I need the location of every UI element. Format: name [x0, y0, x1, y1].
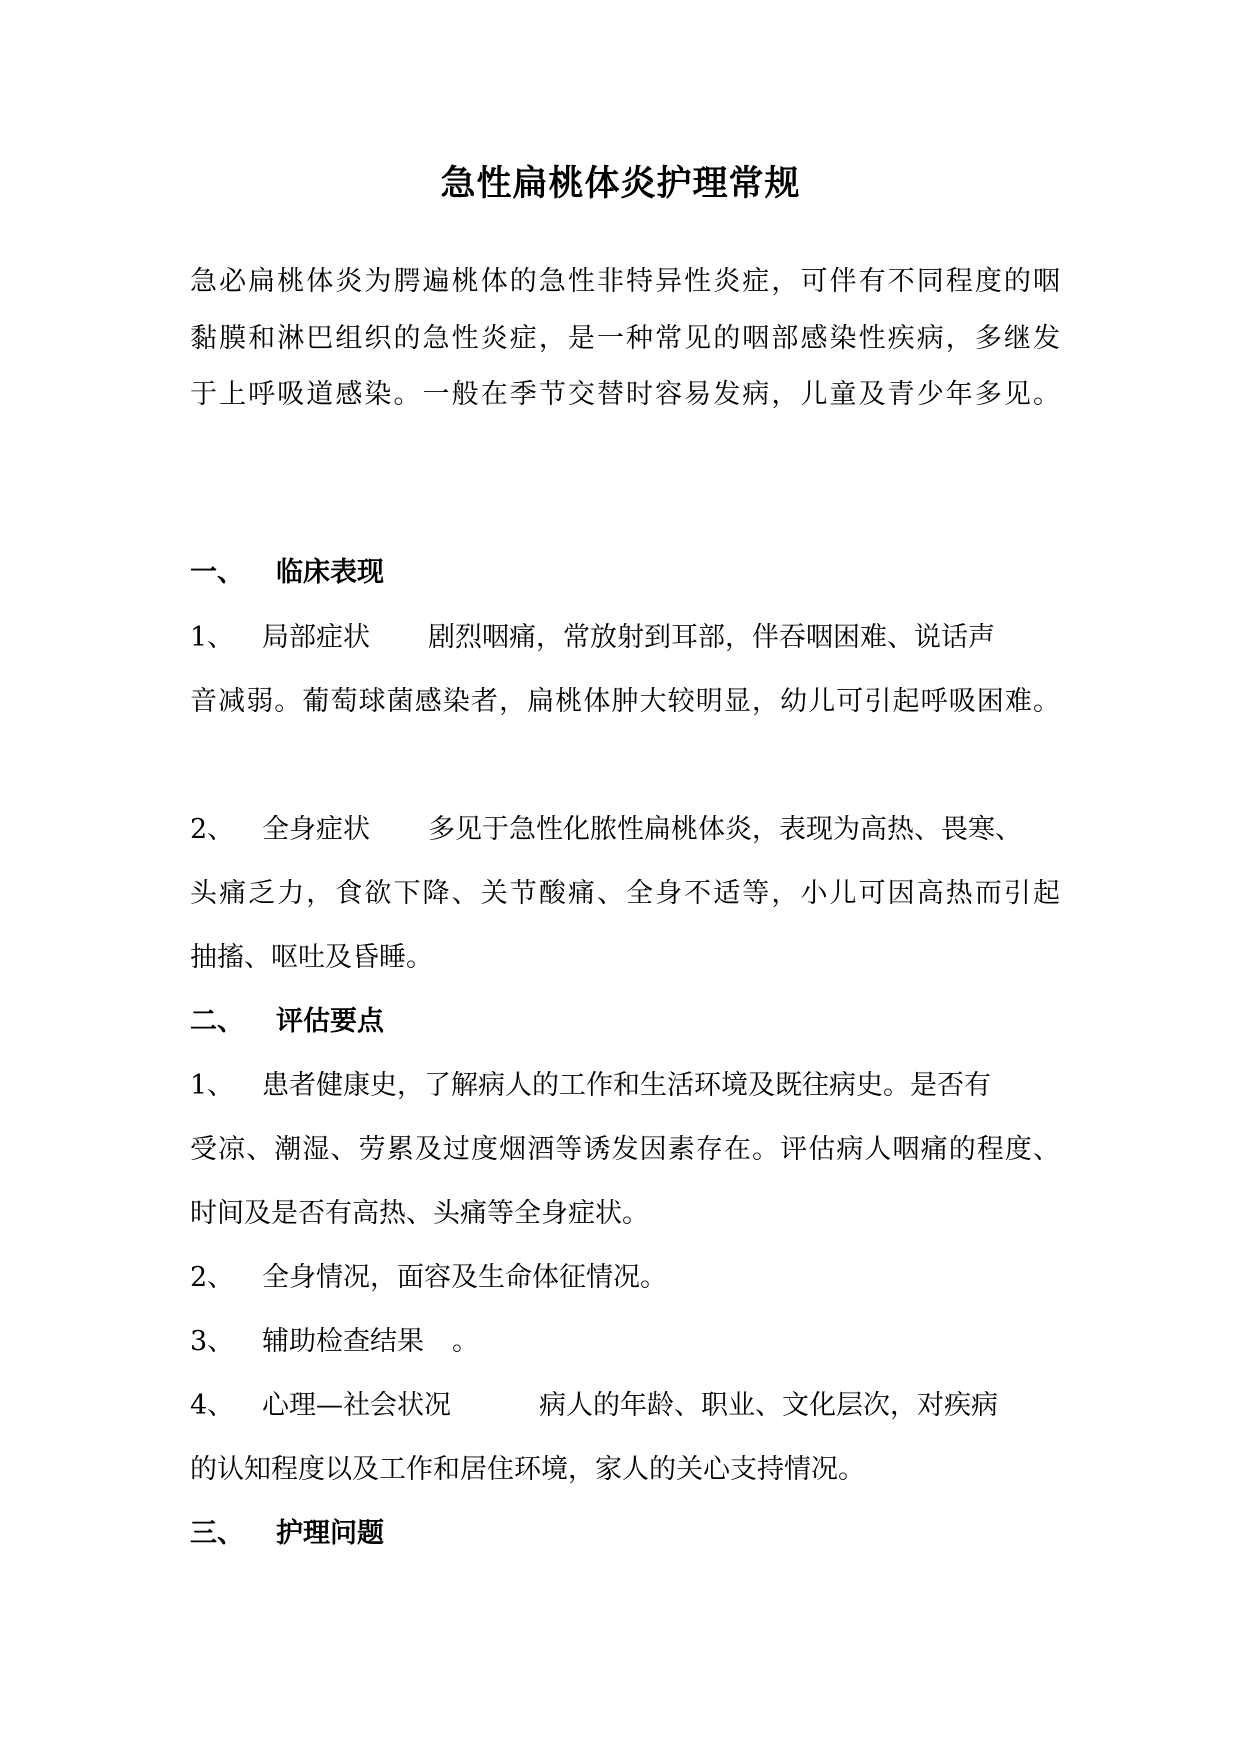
section-2-item-2 [190, 1260, 667, 1296]
section-1-title: 临床表现 [276, 557, 384, 588]
section-2-title: 评估要点 [276, 1006, 384, 1037]
section-1-item-1-label: 局部症状 [262, 622, 370, 653]
section-1-item-1-line-1 [190, 620, 995, 656]
section-2-item-2-number: 2、 [190, 1262, 235, 1293]
page-title: 急性扁桃体炎护理常规 [440, 164, 801, 204]
intro-line-1: 急必扁桃体炎为腭遍桃体的急性非特异性炎症，可伴有不同程度的咽 [190, 266, 1060, 297]
section-1-item-1-number: 1、 [190, 622, 235, 653]
intro-line-3: 于上呼吸道感染。一般在季节交替时容易发病，儿童及青少年多见。 [190, 379, 1060, 410]
intro-line-2: 黏膜和淋巴组织的急性炎症，是一种常见的咽部感染性疾病，多继发 [190, 323, 1060, 354]
section-3-heading [190, 1516, 384, 1552]
section-2-item-1-line-1 [190, 1068, 991, 1104]
section-2-item-4-text-1: 病人的年龄、职业、文化层次，对疾病 [539, 1390, 998, 1421]
section-1-item-2-text-1: 多见于急性化脓性扁桃体炎，表现为高热、畏寒、 [428, 814, 1022, 845]
section-2-item-1-line-2: 受凉、潮湿、劳累及过度烟酒等诱发因素存在。评估病人咽痛的程度、 [190, 1134, 1060, 1165]
section-2-heading [190, 1004, 384, 1040]
section-1-item-1-line-2: 音减弱。葡萄球菌感染者，扁桃体肿大较明显，幼儿可引起呼吸困难。 [190, 686, 1060, 717]
section-2-item-3 [190, 1324, 479, 1360]
section-2-item-2-text: 全身情况，面容及生命体征情况。 [262, 1262, 667, 1293]
section-2-item-4-number: 4、 [190, 1390, 235, 1421]
section-2-number: 二、 [190, 1006, 244, 1037]
section-2-item-3-text: 辅助检查结果 [262, 1326, 424, 1357]
section-1-item-1-text-1: 剧烈咽痛，常放射到耳部，伴吞咽困难、说话声 [428, 622, 995, 653]
section-1-number: 一、 [190, 557, 244, 588]
section-2-item-3-suffix: 。 [452, 1326, 479, 1357]
section-1-heading [190, 555, 384, 591]
section-2-item-4-line-1 [190, 1388, 998, 1424]
section-2-item-1-text-1: 患者健康史，了解病人的工作和生活环境及既往病史。是否有 [262, 1070, 991, 1101]
section-1-item-2-line-3: 抽搐、呕吐及昏睡。 [190, 942, 433, 973]
section-2-item-1-line-3: 时间及是否有高热、头痛等全身症状。 [190, 1198, 649, 1229]
section-1-item-2-line-1 [190, 812, 1022, 848]
section-2-item-3-number: 3、 [190, 1326, 235, 1357]
section-1-item-2-label: 全身症状 [262, 814, 370, 845]
section-2-item-4-label: 心理—社会状况 [262, 1390, 451, 1421]
section-3-title: 护理问题 [276, 1518, 384, 1549]
section-1-item-2-number: 2、 [190, 814, 235, 845]
section-2-item-4-line-2: 的认知程度以及工作和居住环境，家人的关心支持情况。 [190, 1454, 865, 1485]
section-2-item-1-number: 1、 [190, 1070, 235, 1101]
section-3-number: 三、 [190, 1518, 244, 1549]
section-1-item-2-line-2: 头痛乏力，食欲下降、关节酸痛、全身不适等，小儿可因高热而引起 [190, 878, 1060, 909]
